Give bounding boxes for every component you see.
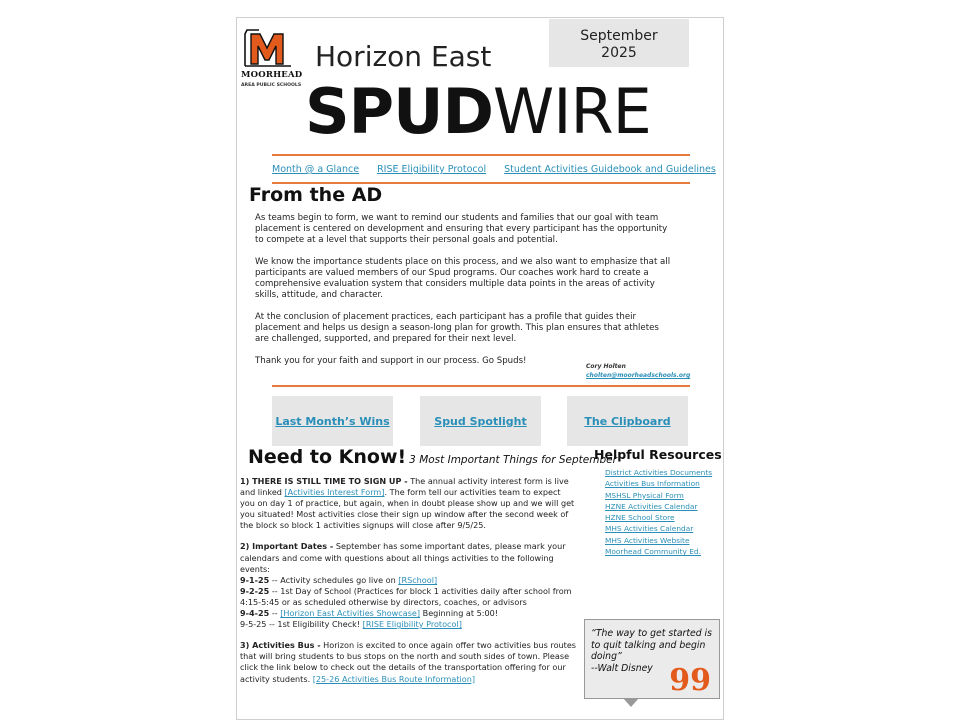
quote-mark-icon: 99 xyxy=(669,663,711,698)
need-to-know-title: Need to Know! xyxy=(248,446,407,468)
ad-paragraph: We know the importance students place on this process, and we also want to emphasize that all participants are valued members of our Spud programs. Our coaches work hard to create a comprehensive evaluation system that considers multiple data points in the areas of activity skills, attitude, and character. xyxy=(255,257,671,300)
issue-year: 2025 xyxy=(601,45,637,61)
event-row xyxy=(240,575,577,586)
ad-paragraph: As teams begin to form, we want to remind our students and families that our goal with team placement is centered on development and ensuring that every participant has the opportunity to compete at a level that supports their personal goals and potential. xyxy=(255,213,668,245)
issue-date xyxy=(549,19,689,67)
tab-spud-spotlight[interactable] xyxy=(420,396,541,446)
event-text: -- Activity schedules go live on xyxy=(269,574,399,585)
signature-name: Cory Holten xyxy=(586,363,626,370)
item-sign-up xyxy=(240,476,577,531)
spacer xyxy=(240,630,577,640)
need-to-know-heading xyxy=(248,446,617,468)
m-logo-icon xyxy=(243,28,299,68)
quote-text: “The way to get started is to quit talking and begin doing” xyxy=(591,628,712,662)
link-rise-eligibility-protocol[interactable]: [RISE Eligibility Protocol] xyxy=(362,619,462,630)
divider-ad xyxy=(272,385,690,387)
ad-paragraph: Thank you for your faith and support in our process. Go Spuds! xyxy=(255,356,527,366)
item-activities-bus xyxy=(240,640,577,684)
event-date: 9-1-25 xyxy=(240,574,270,585)
need-to-know-body xyxy=(240,476,577,685)
event-text: Beginning at 5:00! xyxy=(420,608,499,619)
resource-link-school-store[interactable]: HZNE School Store xyxy=(605,513,675,523)
item-text: . The form tell our activities team to expect you on day 1 of practice, but again, when in doubt please show up and we will get you situated! Most activities close their sign up window after the second week of the block so block 1 activities signups will close after 9/5/25. xyxy=(240,487,575,531)
resource-link-district-documents[interactable]: District Activities Documents xyxy=(605,468,713,477)
issue-month: September xyxy=(580,28,658,44)
ad-paragraph: At the conclusion of placement practices, each participant has a profile that guides their placement and helps us design a season-long plan for growth. This plan ensures that athletes are challenged, supported, and prepared for their next level. xyxy=(255,312,659,344)
resource-link-hzne-calendar[interactable]: HZNE Activities Calendar xyxy=(605,501,698,511)
resource-link-community-ed[interactable]: Moorhead Community Ed. xyxy=(605,547,701,557)
event-text: -- 1st Day of School (Practices for block 1 activities daily after school from 4:15-5:45 or as scheduled otherwise by directors, coaches, or advisors xyxy=(240,585,572,607)
from-ad-heading: From the AD xyxy=(249,184,383,206)
resource-link-mhs-calendar[interactable]: MHS Activities Calendar xyxy=(605,524,694,534)
need-to-know-subheading: 3 Most Important Things for September xyxy=(409,454,617,466)
event-row xyxy=(240,608,577,619)
logo-brand: MOORHEAD xyxy=(241,70,303,80)
link-rise-eligibility[interactable]: RISE Eligibility Protocol xyxy=(377,164,487,175)
event-date: 9-4-25 xyxy=(240,608,270,619)
link-activities-guidebook[interactable]: Student Activities Guidebook and Guidelines xyxy=(504,164,716,175)
newsletter-title xyxy=(305,76,651,148)
event-text: 9-5-25 -- 1st Eligibility Check! xyxy=(240,619,363,630)
event-date: 9-2-25 xyxy=(240,585,270,596)
divider-top xyxy=(272,154,690,156)
from-ad-body xyxy=(255,213,675,378)
resource-list xyxy=(605,467,712,557)
tab-label: The Clipboard xyxy=(584,414,671,428)
event-text: -- xyxy=(269,608,281,619)
event-row xyxy=(240,586,577,608)
tab-label: Last Month’s Wins xyxy=(275,414,390,428)
event-row xyxy=(240,619,577,630)
item-title: 2) Important Dates - xyxy=(240,541,334,552)
link-month-at-a-glance[interactable]: Month @ a Glance xyxy=(272,164,360,175)
quick-links xyxy=(272,164,716,175)
moorhead-logo xyxy=(241,28,307,100)
link-activities-interest-form[interactable]: [Activities Interest Form] xyxy=(284,487,385,498)
link-rschool[interactable]: [RSchool] xyxy=(398,574,438,585)
title-bold: SPUD xyxy=(305,75,493,148)
resource-link-mhs-website[interactable]: MHS Activities Website xyxy=(605,535,690,545)
item-text: September has some important dates, please mark your calendars and come with questions about all things activities to the following events: xyxy=(240,541,566,574)
item-important-dates xyxy=(240,541,577,574)
item-title: 1) THERE IS STILL TIME TO SIGN UP - xyxy=(240,476,408,486)
link-bus-route-info[interactable]: [25-26 Activities Bus Route Information] xyxy=(312,673,476,684)
speech-tail xyxy=(623,698,639,707)
resource-link-physical-form[interactable]: MSHSL Physical Form xyxy=(605,490,684,500)
spacer xyxy=(240,531,577,541)
tab-last-months-wins[interactable] xyxy=(272,396,393,446)
quote-box xyxy=(584,619,720,699)
item-text: The annual activity interest form is live and linked xyxy=(240,476,569,498)
helpful-resources-heading: Helpful Resources xyxy=(594,447,722,462)
tab-label: Spud Spotlight xyxy=(434,414,527,428)
school-name: Horizon East xyxy=(315,40,492,73)
newsletter-page xyxy=(236,17,724,720)
resource-link-bus-information[interactable]: Activities Bus Information xyxy=(605,479,700,489)
quote-author: --Walt Disney xyxy=(591,662,653,674)
link-activities-showcase[interactable]: [Horizon East Activities Showcase] xyxy=(280,608,421,619)
tab-the-clipboard[interactable] xyxy=(567,396,688,446)
signature-email[interactable]: cholten@moorheadschools.org xyxy=(586,372,691,379)
logo-subtitle: AREA PUBLIC SCHOOLS xyxy=(241,83,302,88)
title-light: WIRE xyxy=(492,75,651,148)
item-title: 3) Activities Bus - xyxy=(240,640,321,651)
item-text: Horizon is excited to once again offer two activities bus routes that will bring students to bus stops on the north and south sides of town. Please click the link below to check out the details of the transportation offering for our activity students. xyxy=(240,640,577,684)
